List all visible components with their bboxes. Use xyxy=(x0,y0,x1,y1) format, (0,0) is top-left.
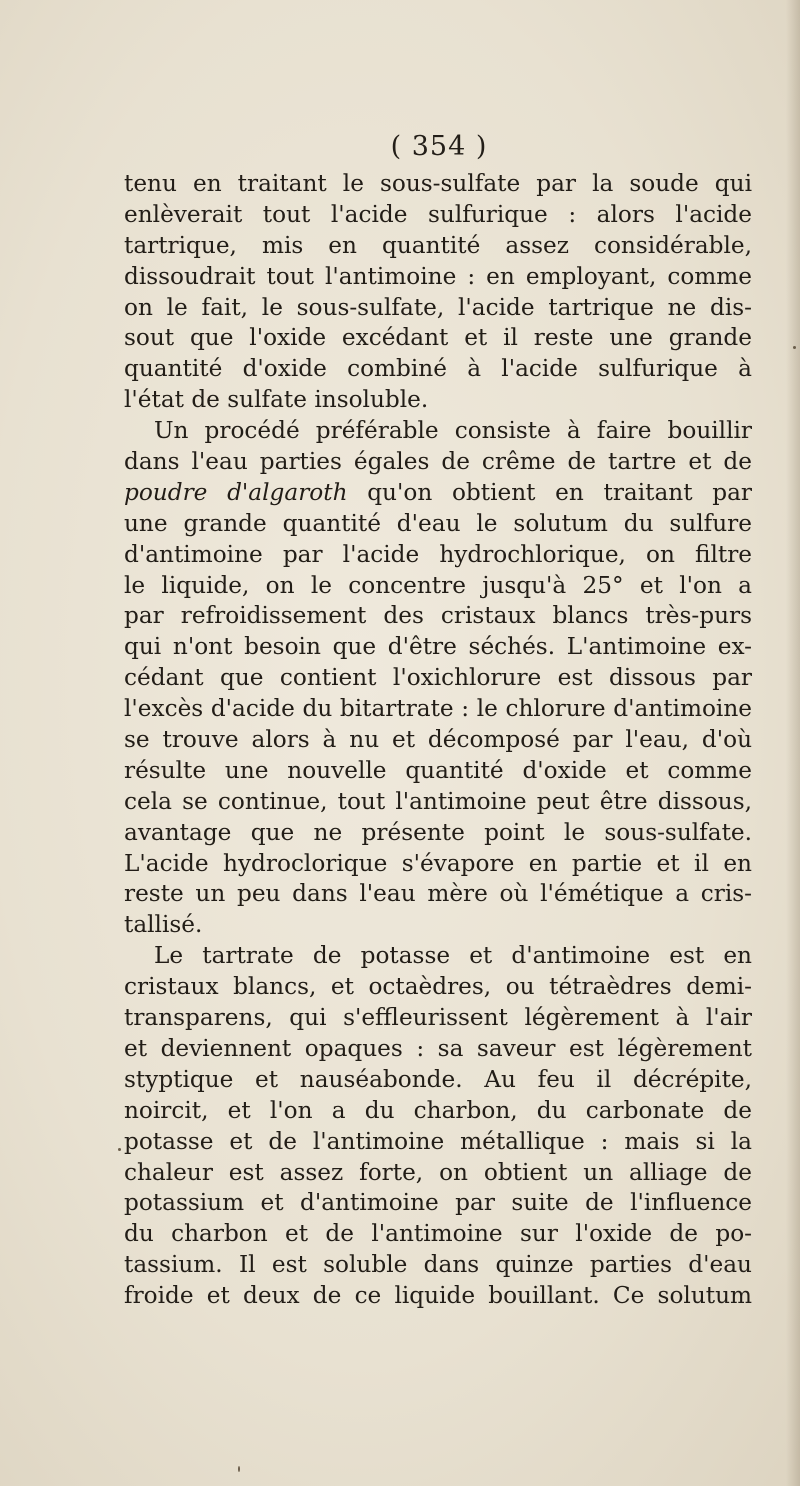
body-text xyxy=(124,169,752,1312)
text-line: chaleur est assez forte, on obtient un alliage de xyxy=(124,1158,752,1186)
text-line: L'acide hydroclorique s'évapore en partie et il en xyxy=(124,849,752,877)
text-line: cédant que contient l'oxichlorure est dissous par xyxy=(124,664,752,692)
text-line: styptique et nauséabonde. Au feu il décrépite, xyxy=(124,1065,752,1093)
text-line: on le fait, le sous-sulfate, l'acide tartrique ne dis- xyxy=(124,293,752,321)
ink-speck xyxy=(118,1148,121,1151)
text-line: quantité d'oxide combiné à l'acide sulfurique à xyxy=(124,355,752,383)
paragraph xyxy=(124,169,752,416)
text-line: tallisé. xyxy=(124,911,203,939)
text-line: d'antimoine par l'acide hydrochlorique, on filtre xyxy=(124,540,752,568)
text-line: froide et deux de ce liquide bouillant. Ce solutum xyxy=(124,1282,752,1310)
text-line: Le tartrate de potasse et d'antimoine est en xyxy=(154,942,752,970)
text-line: poudre d'algaroth qu'on obtient en traitant par xyxy=(124,478,752,506)
text-line: tassium. Il est soluble dans quinze parties d'eau xyxy=(124,1251,752,1279)
text-line: l'excès d'acide du bitartrate : le chlorure d'antimoine xyxy=(124,695,752,723)
text-line: dissoudrait tout l'antimoine : en employant, comme xyxy=(124,262,752,290)
text-line: cela se continue, tout l'antimoine peut être dissous, xyxy=(124,787,752,815)
text-line: transparens, qui s'effleurissent légèrement à l'air xyxy=(124,1004,752,1032)
text-line: potassium et d'antimoine par suite de l'influence xyxy=(124,1189,752,1217)
paragraph xyxy=(124,941,752,1312)
text-line: par refroidissement des cristaux blancs très-purs xyxy=(124,602,752,630)
text-line: du charbon et de l'antimoine sur l'oxide de po- xyxy=(124,1220,752,1248)
text-line: sout que l'oxide excédant et il reste une grande xyxy=(124,324,752,352)
text-line: reste un peu dans l'eau mère où l'émétique a cris- xyxy=(124,880,752,908)
text-line: dans l'eau parties égales de crême de tartre et de xyxy=(124,448,752,476)
text-line: une grande quantité d'eau le solutum du sulfure xyxy=(124,509,752,537)
italic-term: poudre d'algaroth xyxy=(124,478,348,506)
text-line: se trouve alors à nu et décomposé par l'eau, d'où xyxy=(124,726,752,754)
ink-speck xyxy=(793,346,796,349)
text-line: noircit, et l'on a du charbon, du carbonate de xyxy=(124,1096,752,1124)
paragraph xyxy=(124,416,752,941)
text-line: résulte une nouvelle quantité d'oxide et comme xyxy=(124,756,752,784)
text-line: et deviennent opaques : sa saveur est légèrement xyxy=(124,1034,752,1062)
page-number: ( 354 ) xyxy=(390,131,488,162)
text-line: enlèverait tout l'acide sulfurique : alors l'acide xyxy=(124,200,752,228)
text-line: tenu en traitant le sous-sulfate par la soude qui xyxy=(124,170,752,197)
page-edge-shadow xyxy=(786,0,800,1486)
text-line: l'état de sulfate insoluble. xyxy=(124,386,429,414)
text-line: cristaux blancs, et octaèdres, ou tétraèdres demi- xyxy=(124,973,752,1001)
text-line: Un procédé préférable consiste à faire bouillir xyxy=(154,417,752,445)
text-line: qui n'ont besoin que d'être séchés. L'antimoine ex- xyxy=(124,633,752,661)
text-line: tartrique, mis en quantité assez considérable, xyxy=(124,231,752,259)
text-line: potasse et de l'antimoine métallique : mais si la xyxy=(124,1127,752,1155)
text-line: le liquide, on le concentre jusqu'à 25° et l'on a xyxy=(124,571,752,599)
text-line: avantage que ne présente point le sous-sulfate. xyxy=(124,818,752,846)
ink-speck xyxy=(238,1466,240,1472)
